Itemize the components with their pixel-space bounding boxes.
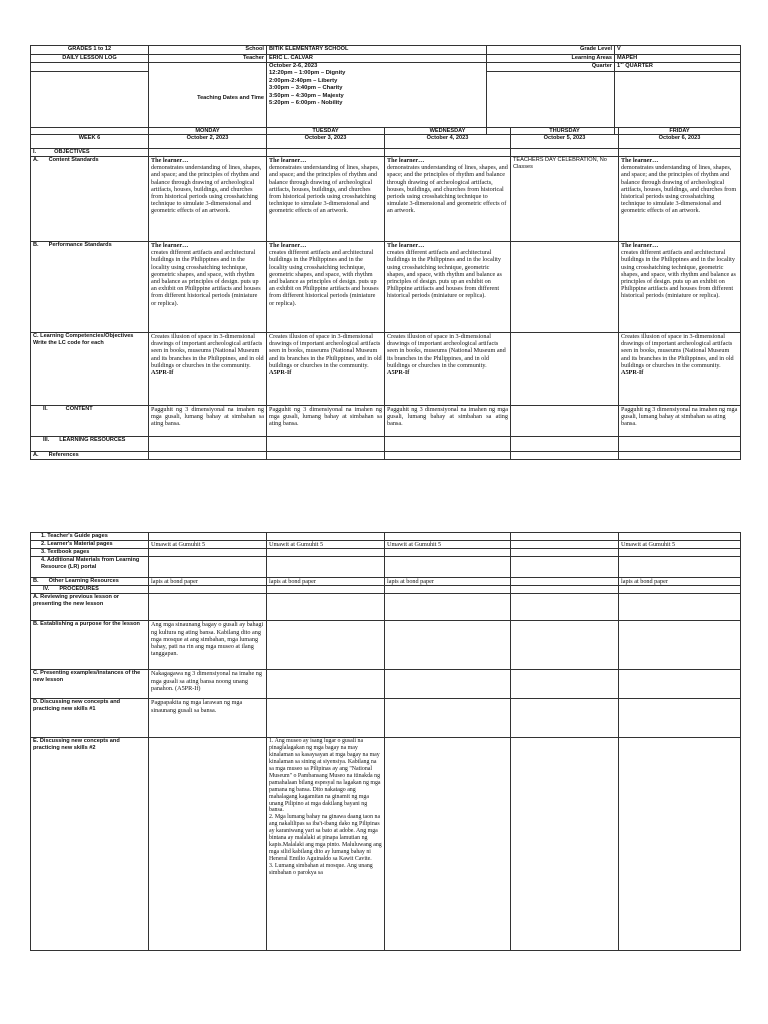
content-standards-friday: The learner… demonstrates understanding of lines, shapes, and space; and the principles of rhythm and balance through drawing of archeological artifacts, houses, buildings, and churches from historical periods using crosshatching technique to simulate 3-dimensional and geometric effects of an artwork. bbox=[619, 157, 741, 242]
day-header-thursday: THURSDAY October 5, 2023 bbox=[511, 128, 619, 149]
lm-monday: Umawit at Gumuhit 5 bbox=[149, 541, 267, 549]
week-label: WEEK 6 bbox=[31, 128, 149, 149]
lc-friday: Creates illusion of space in 3-dimensional drawings of important archeological artifacts seen in books, museums (National Museum and its branches in the Philippines, and in old buildings or churches in the community. A5PR-If bbox=[619, 333, 741, 406]
olr-monday: lapis at bond paper bbox=[149, 578, 267, 586]
time-slot: 2:00pm-2:40pm – Liberty bbox=[269, 77, 338, 84]
content-standards-monday: The learner… demonstrates understanding of lines, shapes, and space; and the principles of rhythm and balance through drawing of archeological artifacts, houses, buildings, and churches from historical periods using crosshatching technique to simulate 3-dimensional and geometric effects of an artwork. bbox=[149, 157, 267, 242]
procedure-b-label: B. Establishing a purpose for the lesson bbox=[31, 621, 149, 670]
procedure-d-monday: Pagpapakita ng mga larawan ng mga sinaunang gusali sa bansa. bbox=[149, 699, 267, 738]
lesson-table-part2 bbox=[30, 532, 741, 951]
procedure-e-tuesday: 1. Ang museo ay isang lugar o gusali na pinaglalagakan ng mga bagay na may kinalaman sa kasaysayan at mga bagay na may kinalaman sa sining at siyensiya. Kabilang na sa mga museo sa Pilipinas ay ang "National Museum" o Pambansang Museo na itinakda ng pamahalaan bilang espesyal na lagakan ng mga pamana ng bansa. Dito nakatago ang mahalagang kagamitan na ginamit ng mga unang Pilipino at mga dakilang bayani ng bansa. 2. Mga lumang bahay na ginawa daang taon na ang nakalilipas sa iba't-ibang dako ng Pilipinas ay karaniwang yari sa bato at adobe. Ang mga bintana ay malalaki at pinapa lamutian ng kapis.Malalaki ang mga pinto. Maluluwang ang mga silid kabilang dito ay lumang bahay ni Heneral Emilio Aguinaldo sa Kawit Cavite. 3. Lumang simbahan at mosque. Ang unang simbahan o parokya sa bbox=[267, 738, 385, 951]
procedure-c-label: C. Presenting examples/instances of the new lesson bbox=[31, 670, 149, 699]
procedure-d-label: D. Discussing new concepts and practicing new skills #1 bbox=[31, 699, 149, 738]
time-slot: 3:00pm – 3:40pm – Charity bbox=[269, 85, 343, 92]
content-standards-tuesday: The learner… demonstrates understanding of lines, shapes, and space; and the principles of rhythm and balance through drawing of archeological artifacts, houses, buildings, and churches from historical periods using crosshatching technique to simulate 3-dimensional and geometric effects of an artwork. bbox=[267, 157, 385, 242]
objectives-heading: I. OBJECTIVES bbox=[31, 149, 149, 157]
day-header-wednesday: WEDNESDAY October 4, 2023 bbox=[385, 128, 511, 149]
textbook-label: 3. Textbook pages bbox=[31, 549, 149, 557]
day-header-tuesday: TUESDAY October 3, 2023 bbox=[267, 128, 385, 149]
lm-friday: Umawit at Gumuhit 5 bbox=[619, 541, 741, 549]
content-friday: Pagguhit ng 3 dimensiyonal na imahen ng mga gusali, lumang bahay at simbahan sa ating bansa. bbox=[619, 406, 741, 437]
thursday-note: TEACHERS DAY CELEBRATION, No Classes bbox=[511, 157, 619, 242]
header-table bbox=[30, 45, 741, 135]
grade-label: Grade Level bbox=[487, 46, 615, 55]
procedure-c-monday: Nakagagawa ng 3 dimensiyonal na imahe ng mga gusali sa ating bansa noong unang panahon. (A5PR-If) bbox=[149, 670, 267, 699]
olr-wednesday: lapis at bond paper bbox=[385, 578, 511, 586]
references-label: A. References bbox=[31, 452, 149, 460]
day-header-monday: MONDAY October 2, 2023 bbox=[149, 128, 267, 149]
procedure-e-label: E. Discussing new concepts and practicing new skills #2 bbox=[31, 738, 149, 951]
procedures-heading: IV. PROCEDURES bbox=[31, 586, 149, 594]
lesson-table-part1 bbox=[30, 127, 741, 460]
log-title: GRADES 1 to 12 bbox=[31, 46, 149, 55]
lm-wednesday: Umawit at Gumuhit 5 bbox=[385, 541, 511, 549]
dates-label: Teaching Dates and Time bbox=[149, 63, 267, 135]
lc-wednesday: Creates illusion of space in 3-dimensional drawings of important archeological artifacts seen in books, museums (National Museum and its branches in the Philippines, and in old buildings or churches in the community. A5PR-If bbox=[385, 333, 511, 406]
time-slot: 5:20pm – 6:00pm - Nobility bbox=[269, 100, 343, 107]
log-subtitle: DAILY LESSON LOG bbox=[31, 54, 149, 63]
dates-times: October 2-6, 2023 12:20pm – 1:00pm – Dignity 2:00pm-2:40pm – Liberty 3:00pm – 3:40pm – Charity 3:50pm – 4:30pm – Majesty 5:20pm – 6:00pm - Nobility bbox=[267, 63, 487, 135]
quarter-label: Quarter bbox=[487, 63, 615, 72]
quarter-value: 1st QUARTER bbox=[615, 63, 741, 72]
time-slot: 12:20pm – 1:00pm – Dignity bbox=[269, 70, 346, 77]
additional-materials-label: 4. Additional Materials from Learning Resource (LR) portal bbox=[31, 557, 149, 578]
content-monday: Pagguhit ng 3 dimensiyonal na imahen ng mga gusali, lumang bahay at simbahan sa ating bansa. bbox=[149, 406, 267, 437]
teacher-label: Teacher bbox=[149, 54, 267, 63]
school-value: BITIK ELEMENTARY SCHOOL bbox=[267, 46, 487, 55]
performance-standards-monday: The learner… creates different artifacts and architectural buildings in the Philippines and in the locality using crosshatching technique, geometric shapes, and space, with rhythm and balance as principles of design. puts up an exhibit on Philippine artifacts and houses from different historical periods (miniature or replica). bbox=[149, 242, 267, 333]
learning-resources-label: III. LEARNING RESOURCES bbox=[31, 437, 149, 452]
content-wednesday: Pagguhit ng 3 dimensiyonal na imahen ng mga gusali, lumang bahay at simbahan sa ating bansa. bbox=[385, 406, 511, 437]
performance-standards-tuesday: The learner… creates different artifacts and architectural buildings in the Philippines and in the locality using crosshatching technique, geometric shapes, and space, with rhythm and balance as principles of design. puts up an exhibit on Philippine artifacts and houses from different historical periods (miniature or replica). bbox=[267, 242, 385, 333]
content-standards-label: A. Content Standards bbox=[31, 157, 149, 242]
olr-friday: lapis at bond paper bbox=[619, 578, 741, 586]
other-resources-label: B. Other Learning Resources bbox=[31, 578, 149, 586]
content-label: II. CONTENT bbox=[31, 406, 149, 437]
olr-tuesday: lapis at bond paper bbox=[267, 578, 385, 586]
procedure-a-label: A. Reviewing previous lesson or presenting the new lesson bbox=[31, 594, 149, 621]
grade-value: V bbox=[615, 46, 741, 55]
performance-standards-friday: The learner… creates different artifacts and architectural buildings in the Philippines and in the locality using crosshatching technique, geometric shapes, and space, with rhythm and balance as principles of design. puts up an exhibit on Philippine artifacts and houses from different historical periods (miniature or replica). bbox=[619, 242, 741, 333]
lc-tuesday: Creates illusion of space in 3-dimensional drawings of important archeological artifacts seen in books, museums (National Museum and its branches in the Philippines, and in old buildings or churches in the community. A5PR-If bbox=[267, 333, 385, 406]
learning-competencies-label: C. Learning Competencies/Objectives Write the LC code for each bbox=[31, 333, 149, 406]
lc-monday: Creates illusion of space in 3-dimensional drawings of important archeological artifacts seen in books, museums (National Museum and its branches in the Philippines, and in old buildings or churches in the community. A5PR-If bbox=[149, 333, 267, 406]
lm-tuesday: Umawit at Gumuhit 5 bbox=[267, 541, 385, 549]
time-slot: 3:50pm – 4:30pm – Majesty bbox=[269, 92, 344, 99]
school-label: School bbox=[149, 46, 267, 55]
learners-material-label: 2. Learner's Material pages bbox=[31, 541, 149, 549]
performance-standards-wednesday: The learner… creates different artifacts and architectural buildings in the Philippines and in the locality using crosshatching technique, geometric shapes, and space, with rhythm and balance as principles of design. puts up an exhibit on Philippine artifacts and houses from different historical periods (miniature or replica). bbox=[385, 242, 511, 333]
performance-standards-label: B. Performance Standards bbox=[31, 242, 149, 333]
day-header-friday: FRIDAY October 6, 2023 bbox=[619, 128, 741, 149]
procedure-b-monday: Ang mga sinaunang bagay o gusali ay bahagi ng kultura ng ating bansa. Kabilang dito ang mga mosque at ang simbahan, mga lumang bahay, pati na rin ang mga museo at ilang tanggapan. bbox=[149, 621, 267, 670]
teacher-value: ERIC L. CALVAR bbox=[267, 54, 487, 63]
content-standards-wednesday: The learner… demonstrates understanding of lines, shapes, and space; and the principles of rhythm and balance through drawing of archeological artifacts, houses, buildings, and churches from historical periods using crosshatching technique to simulate 3-dimensional and geometric effects of an artwork. bbox=[385, 157, 511, 242]
content-tuesday: Pagguhit ng 3 dimensiyonal na imahen ng mga gusali, lumang bahay at simbahan sa ating bansa. bbox=[267, 406, 385, 437]
teachers-guide-label: 1. Teacher's Guide pages bbox=[31, 533, 149, 541]
learning-label: Learning Areas bbox=[487, 54, 615, 63]
learning-value: MAPEH bbox=[615, 54, 741, 63]
